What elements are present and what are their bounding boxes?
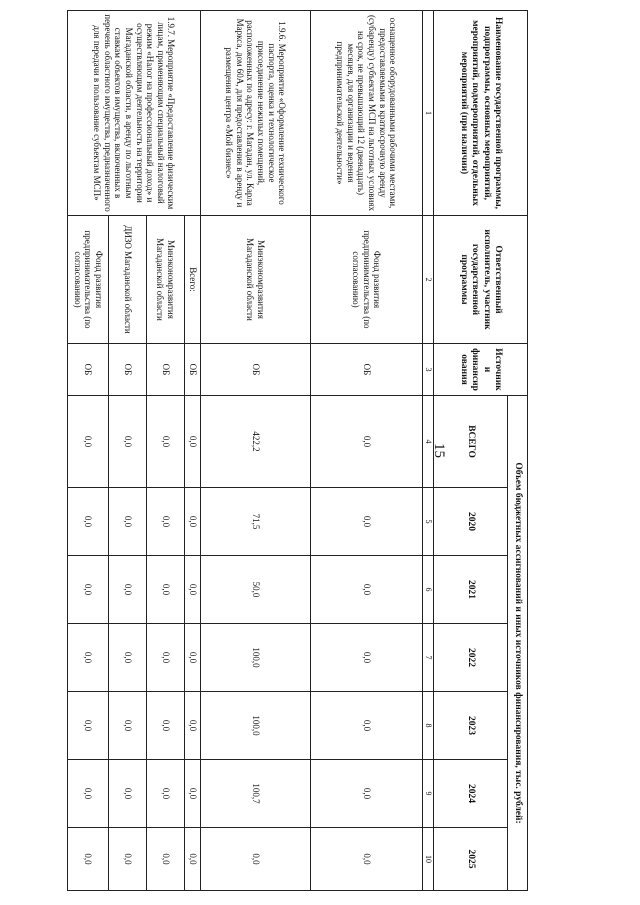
row-value: 0,0 — [109, 624, 147, 692]
column-number: 6 — [423, 556, 434, 624]
rotated-table-container — [68, 10, 528, 890]
header-source: Источники финансирования — [434, 344, 528, 396]
row-value: 0,0 — [185, 760, 201, 828]
row-value: 0,0 — [185, 556, 201, 624]
row-value: 0,0 — [147, 624, 185, 692]
row-total: 0,0 — [109, 396, 147, 488]
row-executor: Фонд развития предпринимательства (по согласованию) — [311, 216, 423, 344]
row-executor: Минэкономразвития Магаданской области — [201, 216, 311, 344]
row-value: 100,0 — [201, 624, 311, 692]
row-value: 0,0 — [311, 624, 423, 692]
row-value: 0,0 — [311, 556, 423, 624]
row-executor: Всего: — [185, 216, 201, 344]
row-value: 0,0 — [68, 692, 109, 760]
row-source: ОБ — [109, 344, 147, 396]
row-total: 0,0 — [68, 396, 109, 488]
row-source: ОБ — [68, 344, 109, 396]
row-value: 0,0 — [311, 828, 423, 891]
column-number: 7 — [423, 624, 434, 692]
header-year: 2023 — [434, 692, 508, 760]
row-value: 0,0 — [147, 488, 185, 556]
row-value: 0,0 — [311, 692, 423, 760]
row-value: 0,0 — [147, 828, 185, 891]
row-value: 0,0 — [109, 556, 147, 624]
row-value: 0,0 — [185, 488, 201, 556]
row-value: 100,7 — [201, 760, 311, 828]
row-executor: Минэкономразвития Магаданской области — [147, 216, 185, 344]
column-number: 2 — [423, 216, 434, 344]
header-executor: Ответственный исполнитель, участник государственной программы — [434, 216, 528, 344]
row-value: 0,0 — [109, 692, 147, 760]
column-number: 9 — [423, 760, 434, 828]
table-row — [311, 11, 423, 891]
row-value: 50,0 — [201, 556, 311, 624]
header-financing-group: Объем бюджетных ассигнований и иных источников финансирования, тыс. рублей: — [508, 396, 528, 891]
header-year: 2025 — [434, 828, 508, 891]
table-row — [201, 11, 311, 891]
row-name: 1.9.6. Мероприятие «Оформление технического паспорта, оценка и технологическое присоединение нежилых помещений, расположенных по адресу: г. Магадан, ул. Карла Маркса, дом 60А, для предоставления в аренду и размещения центра «Мой бизнес» — [201, 11, 311, 216]
row-source: ОБ — [311, 344, 423, 396]
column-number: 4 — [423, 396, 434, 488]
row-total: 422,2 — [201, 396, 311, 488]
row-value: 0,0 — [147, 760, 185, 828]
row-value: 0,0 — [185, 624, 201, 692]
page-number: 15 — [431, 443, 447, 458]
row-name: 1.9.7. Мероприятие «Предоставление физическим лицам, применяющим специальный налоговый режим «Налог на профессиональный доход» и осуществляющим деятельность на территории Магаданской области, в аренду по льготным ставкам объектов имущества, включенных в перечень областного имущества, предназначенного для передачи в пользование субъектам МСП» — [68, 11, 201, 216]
row-total: 0,0 — [147, 396, 185, 488]
header-name: Наименование государственной программы, подпрограммы, основных мероприятий, мероприятий, подмероприятий, отдельных мероприятий (при наличии) — [434, 11, 528, 216]
row-value: 0,0 — [147, 692, 185, 760]
row-value: 0,0 — [311, 488, 423, 556]
header-total: ВСЕГО — [434, 396, 508, 488]
row-total: 0,0 — [311, 396, 423, 488]
column-number: 5 — [423, 488, 434, 556]
row-value: 0,0 — [68, 488, 109, 556]
row-value: 0,0 — [185, 692, 201, 760]
row-value: 0,0 — [68, 624, 109, 692]
row-value: 0,0 — [185, 828, 201, 891]
row-value: 0,0 — [68, 828, 109, 891]
row-value: 0,0 — [109, 488, 147, 556]
row-value: 71,5 — [201, 488, 311, 556]
row-executor: ДИЗО Магаданской области — [109, 216, 147, 344]
column-number: 10 — [423, 828, 434, 891]
row-source: ОБ — [201, 344, 311, 396]
row-total: 0,0 — [185, 396, 201, 488]
row-name: оснащенное оборудованными рабочими местами, предоставляемыми в краткосрочную аренду (субаренду) субъектам МСП на льготных условиях на срок, не превышающий 12 (двенадцать) месяцев, для организации и ведения предпринимательской деятельности» — [311, 11, 423, 216]
row-value: 0,0 — [109, 760, 147, 828]
column-number: 3 — [423, 344, 434, 396]
header-year: 2024 — [434, 760, 508, 828]
row-executor: Фонд развития предпринимательства (по согласованию) — [68, 216, 109, 344]
row-value: 0,0 — [201, 828, 311, 891]
column-number: 1 — [423, 11, 434, 216]
header-year: 2022 — [434, 624, 508, 692]
header-year: 2020 — [434, 488, 508, 556]
row-value: 0,0 — [311, 760, 423, 828]
row-value: 0,0 — [68, 556, 109, 624]
financing-table — [67, 10, 528, 891]
row-value: 0,0 — [147, 556, 185, 624]
row-source: ОБ — [185, 344, 201, 396]
row-source: ОБ — [147, 344, 185, 396]
row-value: 0,0 — [109, 828, 147, 891]
column-number: 8 — [423, 692, 434, 760]
table-row — [185, 11, 201, 891]
header-year: 2021 — [434, 556, 508, 624]
row-value: 100,0 — [201, 692, 311, 760]
row-value: 0,0 — [68, 760, 109, 828]
